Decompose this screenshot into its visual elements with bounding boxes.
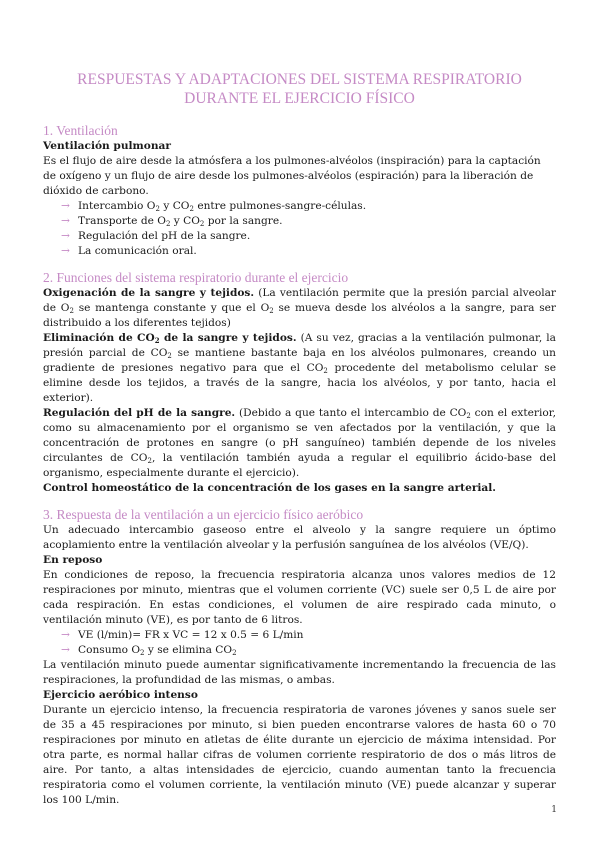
subscript: 2 [69, 307, 74, 315]
paragraph-eliminacion-co2 [43, 331, 556, 406]
subscript: 2 [269, 307, 274, 315]
text: , la ventilación también ayuda a regular el equilibrio ácido-base del organismo, especialmente durante el ejercicio). [43, 452, 556, 479]
paragraph-oxigenacion [43, 286, 556, 331]
text: (A su vez, gracias a la ventilación pulmonar, la presión parcial de CO [43, 332, 556, 359]
subheading-ventilacion-pulmonar: Ventilación pulmonar [43, 140, 171, 152]
list-item [61, 628, 556, 643]
section-heading-1: 1. Ventilación [43, 123, 118, 138]
text: Intercambio O [78, 200, 156, 212]
subscript: 2 [165, 220, 171, 228]
paragraph-intercambio-gaseoso: Un adecuado intercambio gaseoso entre el alveolo y la sangre requiere un óptimo acoplamiento entre la ventilación alveolar y la perfusión sanguínea de los alvéolos (VE/Q). [43, 524, 556, 551]
arrow-icon: → [61, 644, 70, 656]
subheading-en-reposo: En reposo [43, 554, 103, 566]
text: VE (l/min)= FR x VC = 12 x 0.5 = 6 L/min [78, 629, 304, 641]
subscript: 2 [155, 205, 160, 213]
paragraph-ventilacion-intro: Es el flujo de aire desde la atmósfera a los pulmones-alvéolos (inspiración) para la captación de oxígeno y un flujo de aire desde los pulmones-alvéolos (espiración) para la liberación de dióxido de carbono. [43, 155, 541, 197]
arrow-icon: → [61, 230, 70, 242]
subscript: 2 [466, 412, 471, 420]
subscript: 2 [154, 336, 160, 345]
text: se mantenga constante y que el O [73, 302, 270, 314]
section-funciones [43, 269, 556, 496]
subscript: 2 [232, 649, 237, 657]
text: Regulación del pH de la sangre. [78, 230, 251, 242]
text: se mantiene bastante baja en los alvéolos pulmonares, creando un gradiente de presiones negativo para que el CO [43, 347, 556, 374]
bullet-list-ventilacion [43, 199, 556, 259]
text: Consumo O [78, 644, 141, 656]
bold-text: Oxigenación de la sangre y tejidos. [43, 287, 255, 299]
arrow-icon: → [61, 629, 70, 641]
bold-text: Eliminación de CO [43, 332, 155, 344]
bullet-list-reposo [43, 628, 556, 658]
text: por la sangre. [204, 215, 283, 227]
title-line-1: RESPUESTAS Y ADAPTACIONES DEL SISTEMA RESPIRATORIO [77, 71, 522, 88]
text: con el exterior, como su almacenamiento por el organismo se ven afectados por la ventilación, y que la concentración de protones en sangre (o pH sanguíneo) también depende de los niveles circulantes de CO [43, 407, 556, 464]
paragraph-ejercicio-intenso: Durante un ejercicio intenso, la frecuencia respiratoria de varones jóvenes y sanos suele ser de 35 a 45 respiraciones por minuto, si bien pueden encontrarse valores de hasta 60 o 70 respiraciones por minuto en atletas de élite durante un ejercicio de máxima intensidad. Por otra parte, es normal hallar cifras de volumen corriente respiratorio de dos o más litros de aire. Por tanto, a altas intensidades de ejercicio, cuando aumentan tanto la frecuencia respiratoria como el volumen corriente, la ventilación minuto (VE) puede alcanzar y superar los 100 L/min. [43, 704, 556, 806]
paragraph-regulacion-ph [43, 406, 556, 481]
text: Transporte de O [78, 215, 166, 227]
title-line-2: DURANTE EL EJERCICIO FÍSICO [184, 90, 415, 107]
list-item [61, 229, 556, 244]
list-item [61, 244, 556, 259]
arrow-icon: → [61, 215, 70, 227]
paragraph-ventilacion-minuto: La ventilación minuto puede aumentar significativamente incrementando la frecuencia de las respiraciones, la profundidad de las mismas, o ambas. [43, 659, 556, 686]
page-number: 1 [551, 805, 557, 815]
subscript: 2 [140, 649, 145, 657]
section-ventilacion [43, 122, 556, 259]
subscript: 2 [189, 205, 194, 213]
subheading-ejercicio-intenso: Ejercicio aeróbico intenso [43, 689, 198, 701]
paragraph-reposo: En condiciones de reposo, la frecuencia respiratoria alcanza unos valores medios de 12 respiraciones por minuto, mientras que el volumen corriente (VC) suele ser 0,5 L de aire por cada respiración. En estas condiciones, el volumen de aire respirado cada minuto, o ventilación minuto (VE), es por tanto de 6 litros. [43, 569, 556, 626]
list-item [61, 199, 556, 214]
text: se mueva desde los alvéolos a la sangre, para ser distribuido a los diferentes tejidos) [43, 302, 556, 329]
bold-text: Regulación del pH de la sangre. [43, 407, 236, 419]
text: La comunicación oral. [78, 245, 197, 257]
bold-text: de la sangre y tejidos. [159, 332, 297, 344]
text: procedente del metabolismo celular se elimine desde los tejidos, a través de la sangre, hacia los alvéolos, y por tanto, hacia el exterior). [43, 362, 556, 404]
document-title [43, 70, 556, 108]
subscript: 2 [147, 457, 152, 465]
text: y CO [159, 200, 190, 212]
text: entre pulmones-sangre-células. [193, 200, 367, 212]
section-heading-2: 2. Funciones del sistema respiratorio durante el ejercicio [43, 270, 349, 285]
arrow-icon: → [61, 245, 70, 257]
list-item [61, 214, 556, 229]
subscript: 2 [199, 220, 205, 228]
arrow-icon: → [61, 200, 70, 212]
list-item [61, 643, 556, 658]
text: (La ventilación permite que la presión parcial alveolar de O [43, 287, 556, 314]
page-content [43, 70, 556, 808]
text: y se elimina CO [144, 644, 233, 656]
subscript: 2 [167, 352, 172, 360]
paragraph-control-homeostatico: Control homeostático de la concentración de los gases en la sangre arterial. [43, 482, 496, 494]
subscript: 2 [323, 367, 328, 375]
text: (Debido a que tanto el intercambio de CO [235, 407, 467, 419]
text: y CO [170, 215, 200, 227]
section-heading-3: 3. Respuesta de la ventilación a un ejercicio físico aeróbico [43, 507, 364, 522]
section-respuesta-ventilacion [43, 506, 556, 808]
